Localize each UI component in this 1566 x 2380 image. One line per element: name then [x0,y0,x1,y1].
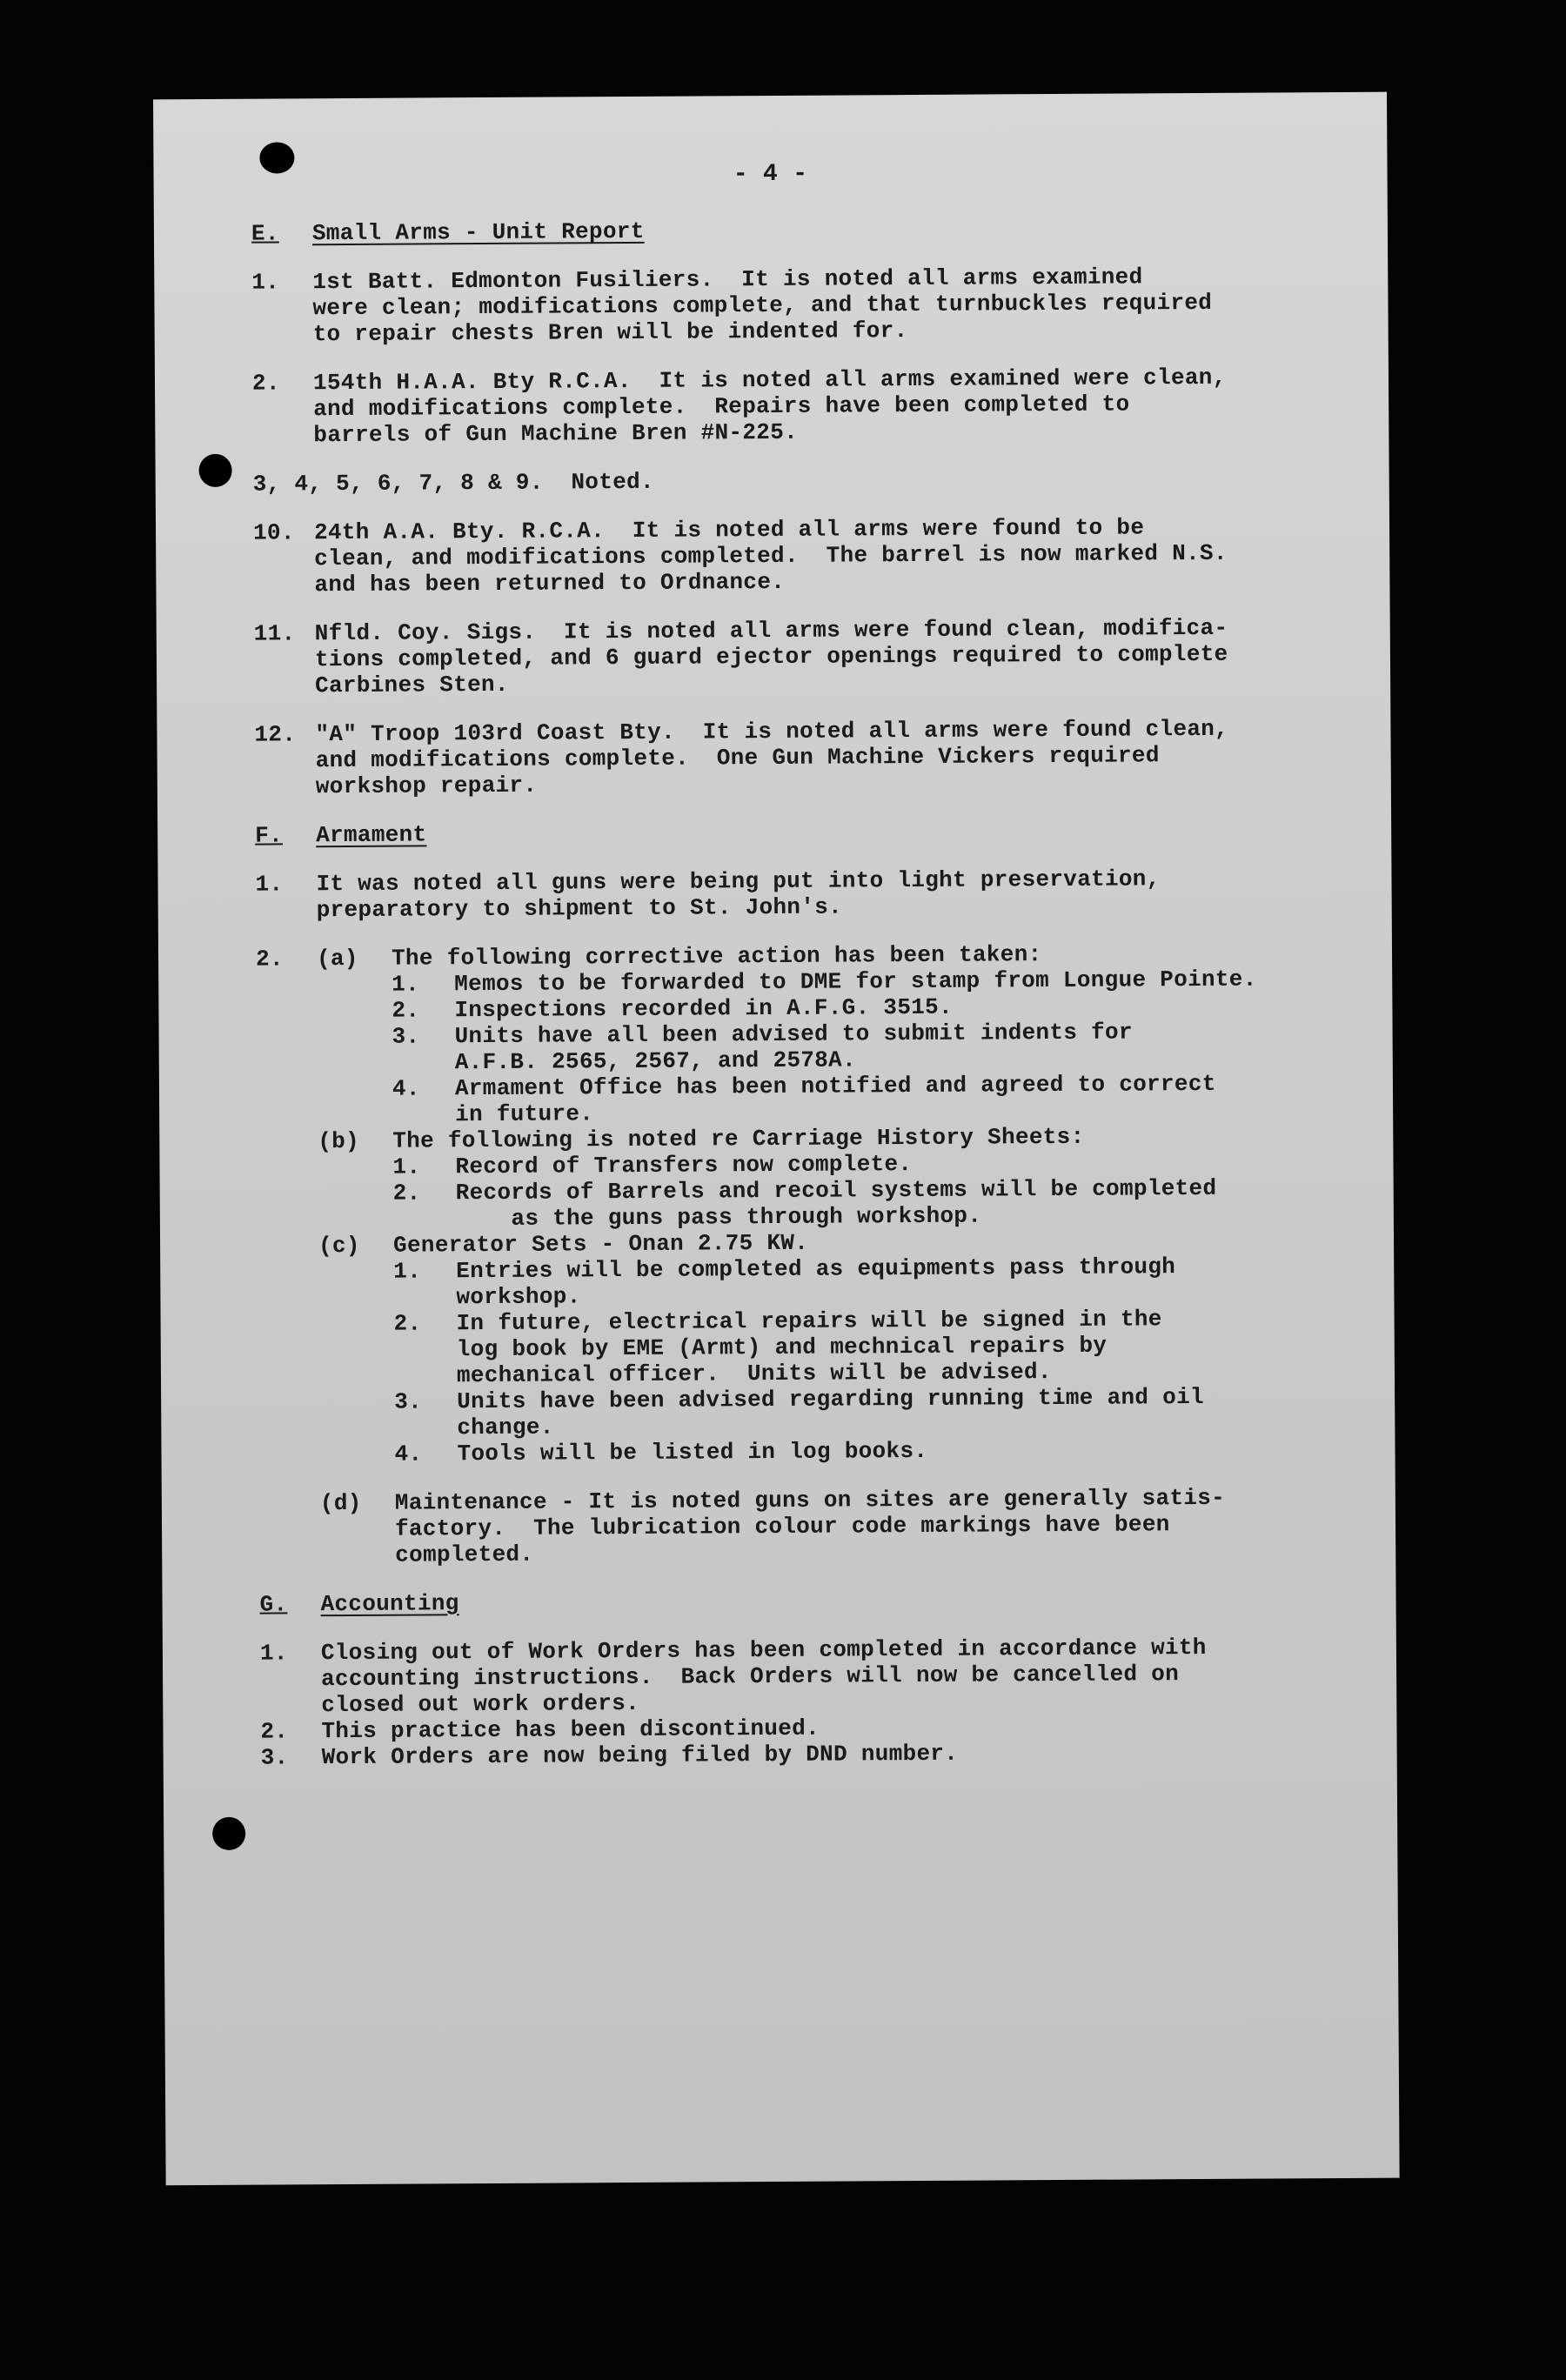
item-text: "A" Troop 103rd Coast Bty. It is noted all arms were found clean, and modifications complete. One Gun Machine Vickers required workshop repair. [315,715,1229,800]
sub-point [394,1435,1337,1467]
item-text: 24th A.A. Bty. R.C.A. It is noted all arms were found to be clean, and modifications completed. The barrel is now marked N.S. and has been returned to Ordnance. [313,514,1228,598]
sub-point-number: 4. [392,1075,420,1102]
section-e-heading [251,214,1330,247]
list-item [253,465,1332,498]
section-title: Accounting [320,1590,459,1618]
subsection-d [320,1484,1339,1568]
ink-speck [146,162,151,166]
punch-hole-bottom [212,1817,245,1850]
sub-point-text: Entries will be completed as equipments pass through workshop. [456,1254,1176,1311]
ink-speck [136,150,141,155]
list-item [253,513,1333,598]
item-number: 1. [251,269,280,296]
item-number: 10. [252,519,295,546]
sub-point-text: In future, electrical repairs will be signed in the log book by EME (Armt) and mechnical repairs by mechanical officer. Units will be advised. [456,1306,1162,1389]
subsection-body [393,1227,1338,1467]
document-body [251,214,1340,1771]
subsection-heading: The following corrective action has been taken: [391,941,1042,972]
item-text: 154th H.A.A. Bty R.C.A. It is noted all arms examined were clean, and modifications complete. Repairs have been completed to barrels of Gun Machine Bren #N-225. [312,364,1227,449]
item-number: 2. [260,1718,289,1745]
section-f-heading [255,816,1334,849]
sub-point-number: 2. [393,1310,422,1337]
sub-point-number: 4. [394,1441,423,1467]
subsection-body [395,1484,1339,1568]
item-text: Nfld. Coy. Sigs. It is noted all arms were found clean, modifica- tions completed, and 6 guard ejector openings required to complete Carbines Sten. [314,614,1228,699]
sub-point-text: Units have been advised regarding running time and oil change. [457,1383,1204,1441]
sub-point-text: Memos to be forwarded to DME for stamp from Longue Pointe. [454,966,1257,998]
item-number: 11. [253,620,296,647]
page-number: - 4 - [733,160,808,189]
item-text: 3, 4, 5, 6, 7, 8 & 9. Noted. [252,468,654,498]
sub-point-text: Inspections recorded in A.F.G. 3515. [454,993,953,1024]
item-text: It was noted all guns were being put into light preservation, preparatory to shipment to St. John's. [316,866,1161,924]
item-subsections [317,939,1338,1568]
subsection-label: (c) [318,1232,360,1260]
sub-point-text: Record of Transfers now complete. [455,1151,913,1180]
list-item [261,1738,1340,1771]
subsection-text: Maintenance - It is noted guns on sites are generally satis- factory. The lubrication colour code markings have been completed. [394,1484,1226,1568]
sub-point [392,1018,1335,1076]
item-text: This practice has been discontinued. [321,1715,820,1745]
item-number: 3. [260,1744,289,1771]
section-title: Small Arms - Unit Report [311,217,645,247]
item-number: 2. [255,946,284,973]
sub-point-text: Records of Barrels and recoil systems will be completed as the guns pass through workshop. [455,1174,1217,1233]
sub-point-number: 1. [392,971,420,998]
sub-point [393,1253,1336,1311]
item-text: Work Orders are now being filed by DND number. [321,1740,959,1771]
list-item [255,865,1334,924]
sub-point [392,1070,1335,1128]
sub-point-text: Tools will be listed in log books. [457,1437,928,1467]
list-item [260,1634,1340,1719]
list-item [251,263,1331,348]
document-page [153,92,1400,2186]
section-letter: F. [255,822,284,849]
item-text: Closing out of Work Orders has been completed in accordance with accounting instructions. Back Orders will now be cancelled on closed out work orders. [320,1634,1207,1719]
section-title: Armament [316,821,427,849]
subsection-c [318,1227,1338,1467]
item-number: 2. [251,370,280,397]
sub-point-number: 2. [392,1180,421,1207]
list-item [254,715,1334,800]
subsection-body [392,939,1335,1128]
subsection-label: (b) [318,1127,360,1155]
sub-point-text: Units have all been advised to submit indents for A.F.B. 2565, 2567, and 2578A. [454,1019,1133,1076]
item-number: 1. [255,871,284,898]
item-number: 1. [259,1640,288,1667]
subsection-label: (a) [316,945,358,973]
sub-point-number: 1. [392,1153,421,1180]
list-item [254,614,1334,699]
sub-point [394,1305,1338,1389]
subsection-heading: The following is noted re Carriage History Sheets: [392,1123,1085,1154]
sub-point-text: Armament Office has been notified and agreed to correct in future. [454,1070,1216,1128]
subsection-heading: Generator Sets - Onan 2.75 KW. [392,1229,809,1259]
list-item [256,939,1338,1569]
section-letter: G. [259,1591,288,1618]
sub-point-number: 2. [392,997,420,1024]
item-number: 12. [254,721,297,748]
subsection-body [392,1122,1336,1233]
subsection-b [318,1122,1336,1233]
subsection-label: (d) [319,1489,362,1517]
section-letter: E. [251,220,279,247]
sub-point [393,1174,1336,1233]
sub-point [394,1383,1337,1441]
item-text: 1st Batt. Edmonton Fusiliers. It is noted all arms examined were clean; modifications complete, and that turnbuckles required to repair chests Bren will be indented for. [312,264,1213,348]
sub-point-number: 3. [394,1388,423,1415]
list-item [252,364,1332,449]
subsection-a [317,939,1335,1128]
sub-point-number: 3. [392,1023,420,1050]
sub-point-number: 1. [393,1258,422,1285]
punch-hole-middle [199,454,232,487]
section-g-heading [259,1585,1338,1618]
